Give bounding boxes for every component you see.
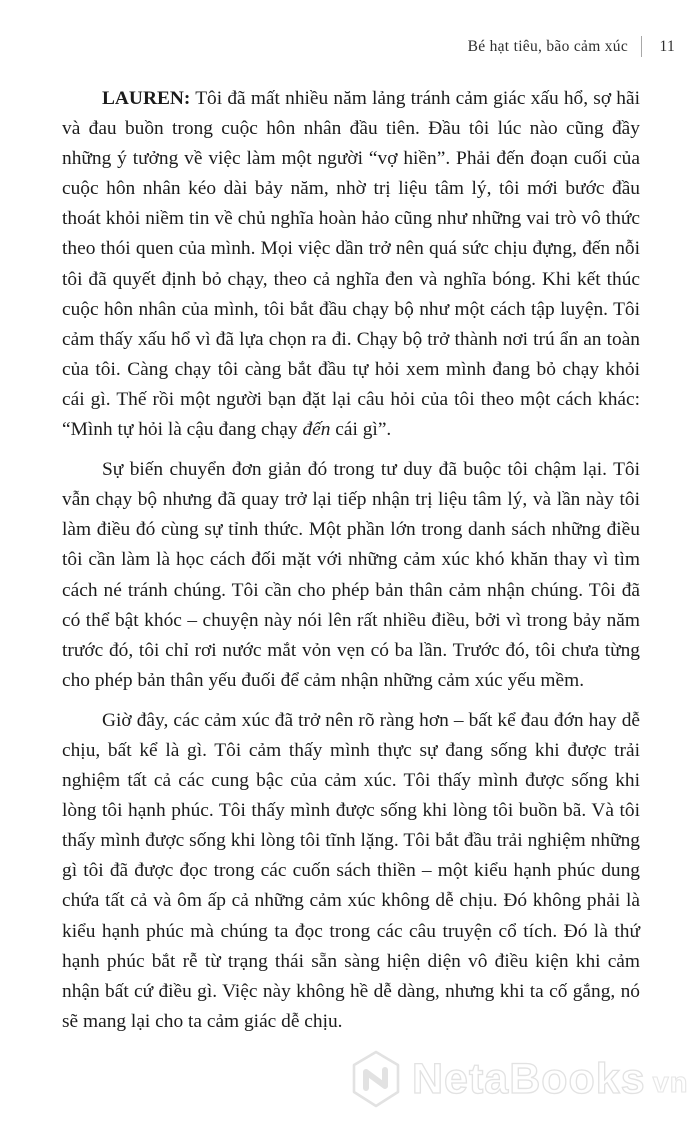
emphasized-word: đến [302,419,331,441]
watermark-domain-suffix: vn [652,1066,689,1099]
page-number: 11 [659,37,675,55]
running-head [468,36,675,57]
speaker-label: LAUREN: [102,88,191,109]
text-run: Sự biến chuyển đơn giản đó trong tư duy đã buộc tôi chậm lại. Tôi vẫn chạy bộ nhưng đã quay trở lại tiếp nhận trị liệu tâm lý, và lần này tôi làm điều đó cùng sự tỉnh thức. Một phần lớn trong danh sách những điều tôi cần làm là học cách đối mặt với những cảm xúc khó khăn thay vì tìm cách né tránh chúng. Tôi cần cho phép bản thân cảm nhận chúng. Tôi đã có thể bật khóc – chuyện này nói lên rất nhiều điều, bởi vì trong bảy năm trước đó, tôi chỉ rơi nước mắt vỏn vẹn có ba lần. Trước đó, tôi chưa từng cho phép bản thân yếu đuối để cảm nhận những cảm xúc yếu mềm. [62,459,640,691]
text-run: Giờ đây, các cảm xúc đã trở nên rõ ràng hơn – bất kể đau đớn hay dễ chịu, bất kể là gì. Tôi cảm thấy mình thực sự đang sống khi được trải nghiệm tất cả các cung bậc của cảm xúc. Tôi thấy mình được sống khi lòng tôi hạnh phúc. Tôi thấy mình được sống khi lòng tôi buồn bã. Và tôi thấy mình được sống khi lòng tôi tĩnh lặng. Tôi bắt đầu trải nghiệm những gì tôi đã được đọc trong các cuốn sách thiền – một kiểu hạnh phúc dung chứa tất cả và ôm ấp cả những cảm xúc không dễ chịu. Đó không phải là kiểu hạnh phúc mà chúng ta đọc trong các câu truyện cổ tích. Đó là thứ hạnh phúc bắt rễ từ trạng thái sẵn sàng hiện diện vô điều kiện khi cảm nhận bất cứ điều gì. Việc này không hề dễ dàng, nhưng khi ta cố gắng, nó sẽ mang lại cho ta cảm giác dễ chịu. [62,709,640,1032]
body-text [62,84,640,1047]
running-head-title: Bé hạt tiêu, bão cảm xúc [467,37,628,55]
text-run: cái gì”. [330,419,392,441]
watermark-brand-text: NetaBooks [412,1054,646,1103]
paragraph [62,84,640,445]
text-run: Tôi đã mất nhiều năm lảng tránh cảm giác xấu hổ, sợ hãi và đau buồn trong cuộc hôn nhân đầu tiên. Đầu tôi lúc nào cũng đầy những ý tưởng về việc làm một người “vợ hiền”. Phải đến đoạn cuối của cuộc hôn nhân kéo dài bảy năm, nhờ trị liệu tâm lý, tôi mới bước đầu thoát khỏi niềm tin về chủ nghĩa hoàn hảo cũng như những vai trò vô thức theo thói quen của mình. Mọi việc dần trở nên quá sức chịu đựng, đến nỗi tôi đã quyết định bỏ chạy, theo cả nghĩa đen và nghĩa bóng. Khi kết thúc cuộc hôn nhân của mình, tôi bắt đầu chạy bộ như một cách tập luyện. Tôi cảm thấy xấu hổ vì đã lựa chọn ra đi. Chạy bộ trở thành nơi trú ẩn an toàn của tôi. Càng chạy tôi càng bắt đầu tự hỏi xem mình đang bỏ chạy khỏi cái gì. Thế rồi một người bạn đặt lại câu hỏi của tôi theo một cách khác: “Mình tự hỏi là cậu đang chạy [62,88,640,441]
paragraph [62,455,640,696]
paragraph [62,706,640,1037]
hexagon-n-icon [350,1050,402,1108]
header-divider [641,36,642,57]
watermark [350,1050,688,1108]
